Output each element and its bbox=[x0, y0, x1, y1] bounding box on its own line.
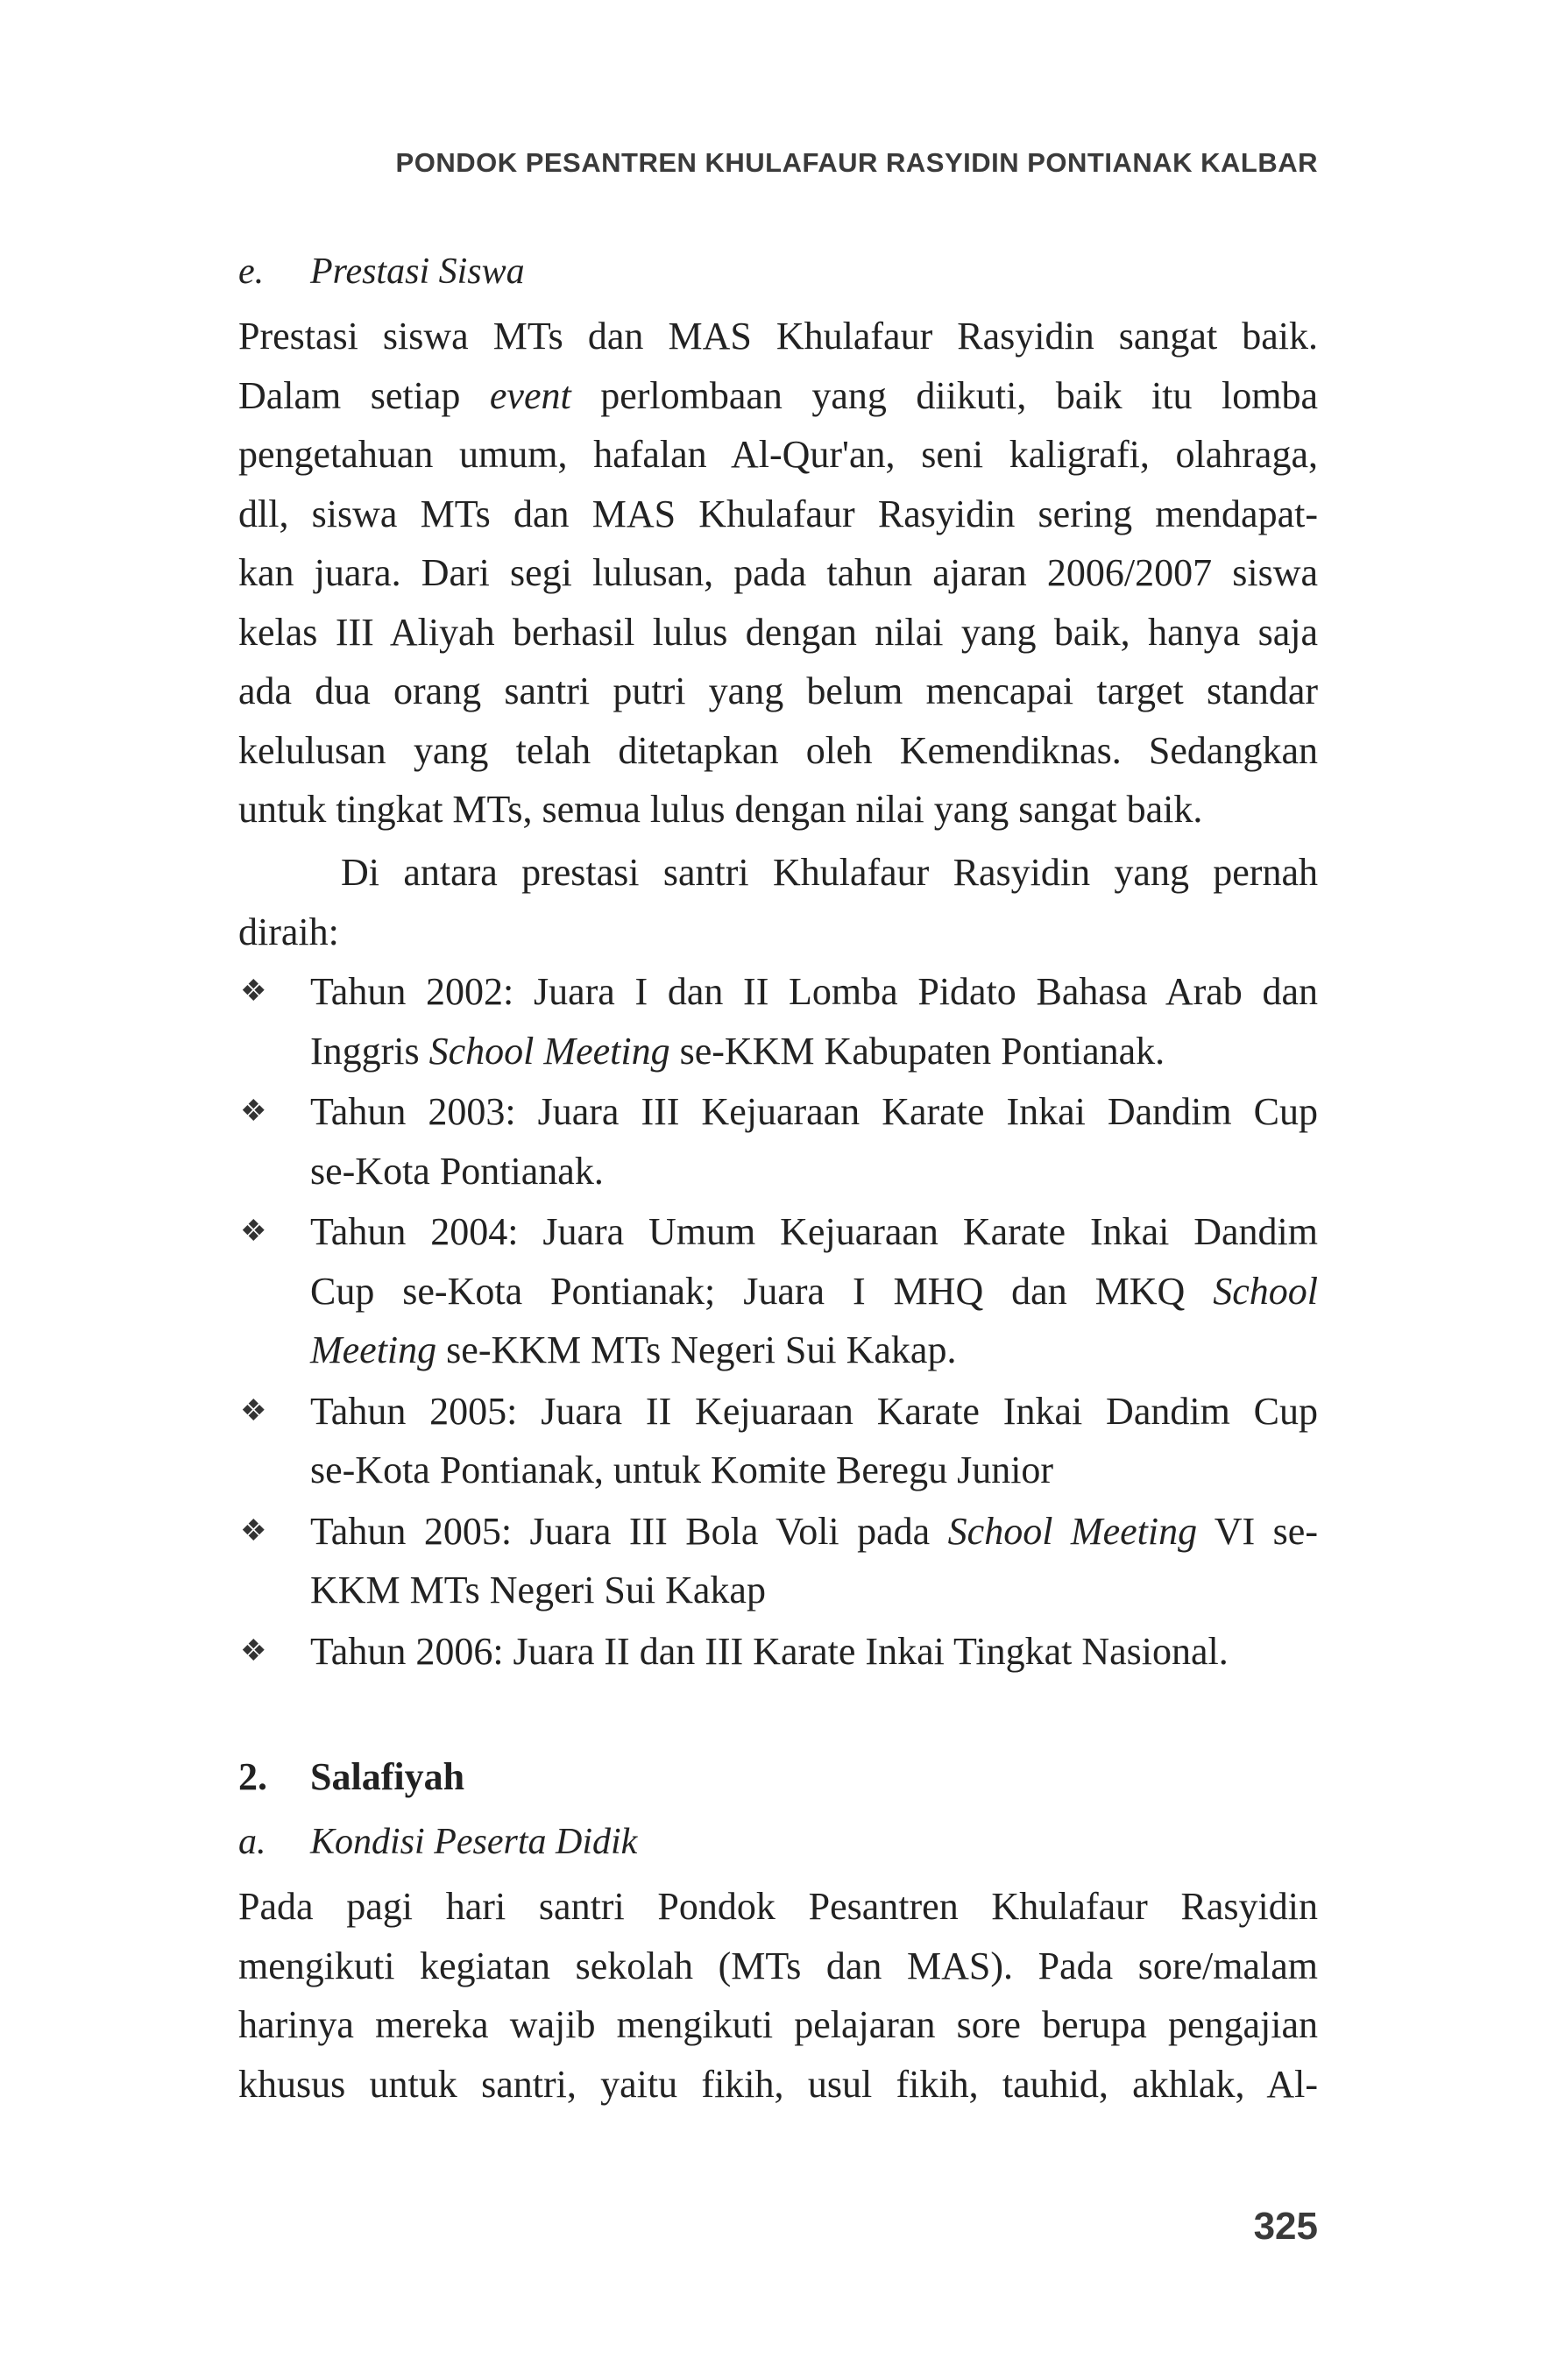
achievement-item bbox=[238, 1502, 1318, 1620]
text-span: Inggris bbox=[310, 1029, 429, 1073]
italic-term: event bbox=[489, 373, 571, 417]
text-line bbox=[310, 1262, 1318, 1321]
diamond-bullet-icon: ❖ bbox=[240, 1394, 267, 1427]
diamond-bullet-icon: ❖ bbox=[240, 975, 267, 1008]
italic-term: Meeting bbox=[310, 1328, 437, 1371]
text-span: perlombaan yang diikuti, baik itu lomba bbox=[570, 373, 1318, 417]
text-span: Dalam setiap bbox=[238, 373, 490, 417]
text-line: se-Kota Pontianak, untuk Komite Beregu Junior bbox=[310, 1449, 1054, 1491]
text-span: Tahun 2005: Juara III Bola Voli pada bbox=[310, 1509, 948, 1553]
text-line: Di antara prestasi santri Khulafaur Rasyidin yang pernah bbox=[341, 851, 1318, 894]
achievement-item bbox=[238, 962, 1318, 1080]
subheading-title: Prestasi Siswa bbox=[310, 251, 525, 292]
text-line: dll, siswa MTs dan MAS Khulafaur Rasyidin sering mendapat- bbox=[238, 492, 1318, 535]
subheading-prestasi-siswa bbox=[238, 251, 1318, 293]
section-title: Salafiyah bbox=[310, 1755, 465, 1798]
text-span: se-KKM MTs Negeri Sui Kakap. bbox=[436, 1328, 957, 1371]
text-line: kan juara. Dari segi lulusan, pada tahun ajaran 2006/2007 siswa bbox=[238, 551, 1318, 594]
book-page bbox=[238, 0, 1318, 2380]
diamond-bullet-icon: ❖ bbox=[240, 1514, 267, 1548]
italic-term: School Meeting bbox=[428, 1029, 670, 1073]
text-line: khusus untuk santri, yaitu fikih, usul fikih, tauhid, akhlak, Al- bbox=[238, 2062, 1318, 2106]
running-header bbox=[396, 147, 1318, 179]
achievement-list bbox=[238, 962, 1318, 1682]
paragraph-intro-list bbox=[238, 843, 1318, 961]
achievement-item bbox=[238, 1382, 1318, 1500]
section-number: 2. bbox=[238, 1755, 267, 1798]
paragraph-prestasi bbox=[238, 307, 1318, 839]
text-span: se-KKM Kabupaten Pontianak. bbox=[669, 1029, 1165, 1073]
subheading-title: Kondisi Peserta Didik bbox=[310, 1822, 638, 1862]
text-line: se-Kota Pontianak. bbox=[310, 1149, 604, 1193]
text-line: Prestasi siswa MTs dan MAS Khulafaur Rasyidin sangat baik. bbox=[238, 315, 1318, 358]
text-line: Tahun 2004: Juara Umum Kejuaraan Karate Inkai Dandim bbox=[310, 1210, 1318, 1253]
diamond-bullet-icon: ❖ bbox=[240, 1215, 267, 1248]
text-line: Tahun 2006: Juara II dan III Karate Inkai Tingkat Nasional. bbox=[310, 1629, 1229, 1673]
subheading-letter: e. bbox=[238, 251, 265, 292]
text-line bbox=[238, 366, 1318, 426]
section-heading-salafiyah bbox=[238, 1754, 464, 1799]
text-line: Tahun 2002: Juara I dan II Lomba Pidato Bahasa Arab dan bbox=[310, 970, 1318, 1013]
text-line: ada dua orang santri putri yang belum mencapai target standar bbox=[238, 669, 1318, 712]
text-line: mengikuti kegiatan sekolah (MTs dan MAS). Pada sore/malam bbox=[238, 1944, 1318, 1987]
text-line: harinya mereka wajib mengikuti pelajaran sore berupa pengajian bbox=[238, 2003, 1318, 2046]
text-line: Tahun 2005: Juara II Kejuaraan Karate Inkai Dandim Cup bbox=[310, 1389, 1318, 1433]
subheading-kondisi-peserta-didik bbox=[238, 1821, 1318, 1863]
paragraph-salafiyah bbox=[238, 1877, 1318, 2114]
text-line: pengetahuan umum, hafalan Al-Qur'an, seni kaligrafi, olahraga, bbox=[238, 433, 1318, 476]
text-line: kelulusan yang telah ditetapkan oleh Kemendiknas. Sedangkan bbox=[238, 728, 1318, 772]
achievement-item bbox=[238, 1622, 1318, 1682]
text-line: Pada pagi hari santri Pondok Pesantren Khulafaur Rasyidin bbox=[238, 1885, 1318, 1928]
text-span: Cup se-Kota Pontianak; Juara I MHQ dan MKQ bbox=[310, 1269, 1214, 1313]
text-line bbox=[310, 1022, 1318, 1081]
running-header-text: PONDOK PESANTREN KHULAFAUR RASYIDIN PONTIANAK KALBAR bbox=[395, 147, 1318, 178]
italic-term: School Meeting bbox=[947, 1509, 1198, 1553]
achievement-item bbox=[238, 1082, 1318, 1201]
diamond-bullet-icon: ❖ bbox=[240, 1634, 267, 1668]
achievement-item bbox=[238, 1202, 1318, 1380]
text-line: Tahun 2003: Juara III Kejuaraan Karate Inkai Dandim Cup bbox=[310, 1090, 1318, 1133]
text-span: VI se- bbox=[1197, 1509, 1318, 1553]
subheading-letter: a. bbox=[238, 1822, 266, 1862]
text-line bbox=[310, 1502, 1318, 1562]
text-line bbox=[310, 1321, 1318, 1380]
italic-term: School bbox=[1213, 1269, 1318, 1313]
text-line: untuk tingkat MTs, semua lulus dengan nilai yang sangat baik. bbox=[238, 788, 1203, 831]
page-number: 325 bbox=[1253, 2205, 1318, 2248]
diamond-bullet-icon: ❖ bbox=[240, 1095, 267, 1128]
text-line: diraih: bbox=[238, 910, 339, 953]
text-line: KKM MTs Negeri Sui Kakap bbox=[310, 1569, 766, 1611]
text-line: kelas III Aliyah berhasil lulus dengan nilai yang baik, hanya saja bbox=[238, 610, 1318, 654]
